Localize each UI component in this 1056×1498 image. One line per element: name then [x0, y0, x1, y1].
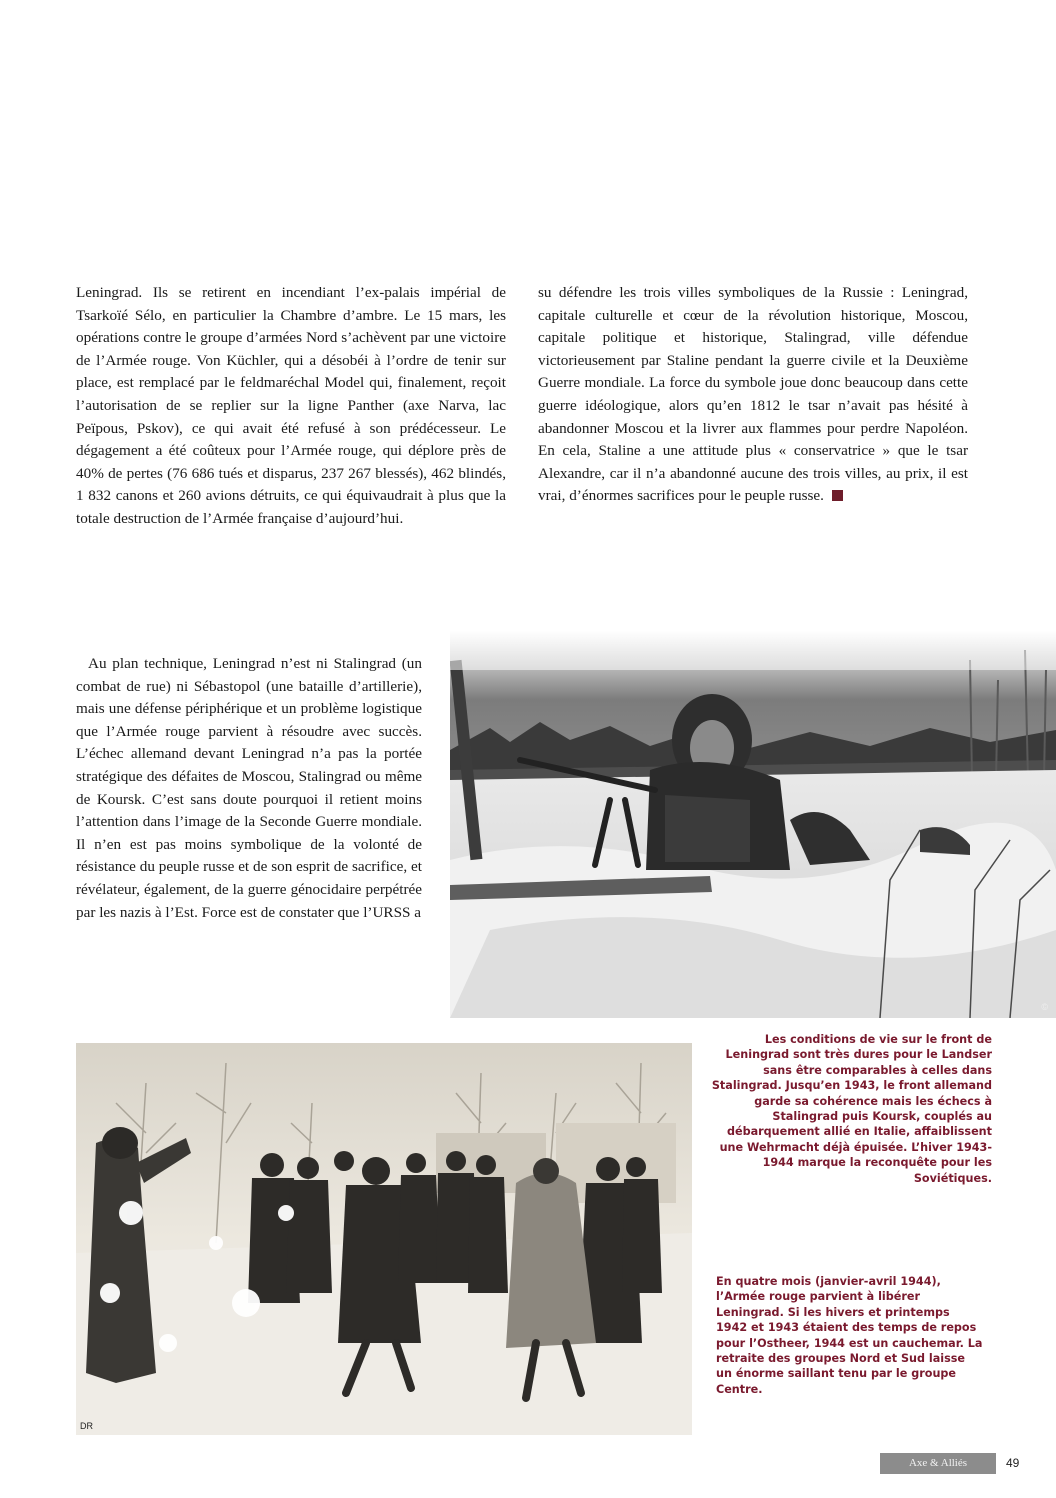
end-of-article-icon	[832, 490, 843, 501]
page-number: 49	[1006, 1456, 1020, 1470]
article-paragraph: Au plan technique, Leningrad n’est ni Stalingrad (un combat de rue) ni Sébastopol (une bataille d’artillerie), mais une défense périphérique et un problème logistique que l’Armée rouge parvient à résoudre avec succès. L’échec allemand devant Leningrad n’a pas la portée stratégique des défaites de Moscou, Stalingrad ou même de Koursk. C’est sans doute pourquoi il retient moins l’attention dans l’image de la Seconde Guerre mondiale. Il n’en est pas moins symbolique de la volonté de résistance du peuple russe et de son esprit de sacrifice, et révélateur, également, de la guerre génocidaire perpétrée par les nazis à l’Est. Force est de constater que l’URSS a	[76, 655, 422, 921]
article-paragraph: su défendre les trois villes symboliques de la Russie : Leningrad, capitale culturelle et cœur de la révolution historique, Moscou, capitale politique et historique, Stalingrad, ville défendue victorieusement par Staline pendant la guerre civile et la Deuxième Guerre mondiale. La force du symbole joue donc beaucoup dans cette guerre idéologique, alors qu’en 1812 le tsar n’avait pas hésité à abandonner Moscou et la livrer aux flammes pour perdre Napoléon. En cela, Staline a une attitude plus « conservatrice » que le tsar Alexandre, car il n’a abandonné aucune des trois villes, au prix, il est vrai, d’énormes sacrifices pour le peuple russe.	[538, 284, 968, 505]
photo-credit: ©	[1041, 1002, 1048, 1012]
photo-soldier-in-snow-image	[450, 630, 1056, 1018]
photo-caption-front-conditions: Les conditions de vie sur le front de Leningrad sont très dures pour le Landser sans être comparables à celles dans Stalingrad. Jusqu’en 1943, le front allemand garde sa cohérence mais les échecs à Stalingrad puis Koursk, couplés au débarquement allié en Italie, affaiblissent une Wehrmacht déjà épuisée. L’hiver 1943-1944 marque la reconquête pour les Soviétiques.	[711, 1033, 992, 1185]
photo-caption-liberation: En quatre mois (janvier-avril 1944), l’Armée rouge parvient à libérer Leningrad. Si les hivers et printemps 1942 et 1943 étaient des temps de repos pour l’Ostheer, 1944 est un cauchemar. La retraite des groupes Nord et Sud laisse un énorme saillant tenu par le groupe Centre.	[716, 1275, 983, 1396]
photo-soldiers-marching	[76, 1043, 692, 1435]
photo-credit: DR	[80, 1421, 93, 1431]
article-column-left-middle	[76, 653, 422, 924]
magazine-title-tag: Axe & Alliés	[880, 1453, 996, 1474]
page-footer	[880, 1452, 1019, 1474]
article-column-left-top	[76, 282, 506, 531]
photo-soldier-in-snow	[450, 630, 1056, 1018]
photo-soldiers-marching-image	[76, 1043, 692, 1435]
article-column-right-top	[538, 282, 968, 508]
article-paragraph-end	[538, 282, 968, 508]
article-paragraph: Leningrad. Ils se retirent en incendiant l’ex-palais impérial de Tsarkoïé Sélo, en particulier la Chambre d’ambre. Le 15 mars, les opérations contre le groupe d’armées Nord s’achèvent par une victoire de l’Armée rouge. Von Küchler, qui a désobéi à l’ordre de tenir sur place, est remplacé par le feldmaréchal Model qui, finalement, reçoit l’autorisation de se replier sur la ligne Panther (axe Narva, lac Peïpous, Pskov), ce qui avait été refusé à son prédécesseur. Le dégagement a été coûteux pour l’Armée rouge, qui déplore près de 40% de pertes (76 686 tués et disparus, 237 267 blessés), 462 blindés, 1 832 canons et 260 avions détruits, ce qui équivaudrait à plus que la totale destruction de l’Armée française d’aujourd’hui.	[76, 284, 506, 527]
